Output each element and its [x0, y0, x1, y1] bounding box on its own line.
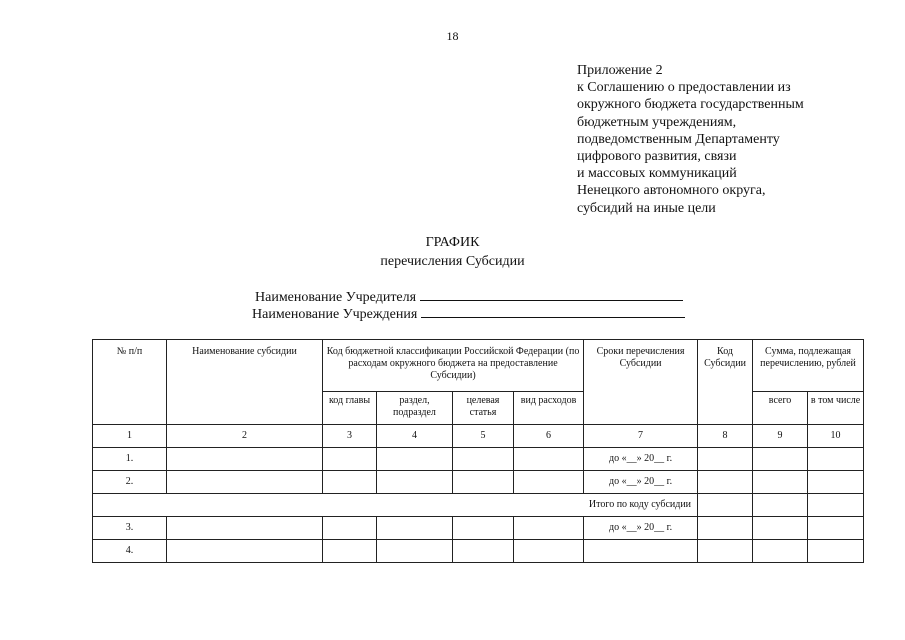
subtotal-row — [93, 494, 864, 517]
header-amount-incl: в том числе — [808, 392, 864, 425]
appendix-line: подведомственным Департаменту — [577, 131, 780, 147]
cell[interactable] — [808, 494, 864, 517]
cell[interactable] — [167, 517, 323, 540]
cell[interactable] — [167, 471, 323, 494]
row-date: до «__» 20__ г. — [584, 517, 698, 540]
appendix-line: бюджетным учреждениям, — [577, 114, 737, 130]
header-kbk: Код бюджетной классификации Российской Федерации (по расходам окружного бюджета на предоставление Субсидии) — [323, 340, 584, 392]
cell[interactable] — [753, 517, 808, 540]
table-header-row — [93, 340, 864, 392]
table-row — [93, 471, 864, 494]
appendix-line: и массовых коммуникаций — [577, 166, 737, 182]
column-number: 4 — [377, 425, 453, 448]
row-number: 4. — [93, 540, 167, 563]
column-number: 1 — [93, 425, 167, 448]
column-number: 5 — [453, 425, 514, 448]
cell[interactable] — [453, 471, 514, 494]
institution-field — [252, 305, 685, 323]
row-number: 1. — [93, 448, 167, 471]
payment-schedule-table — [92, 339, 864, 563]
header-num: № п/п — [93, 340, 167, 425]
cell[interactable] — [698, 471, 753, 494]
table-row — [93, 448, 864, 471]
cell[interactable] — [377, 540, 453, 563]
row-date: до «__» 20__ г. — [584, 448, 698, 471]
appendix-header — [577, 62, 804, 217]
row-date: до «__» 20__ г. — [584, 471, 698, 494]
header-subsidy-name: Наименование субсидии — [167, 340, 323, 425]
cell[interactable] — [167, 540, 323, 563]
founder-label: Наименование Учредителя — [255, 290, 417, 305]
row-number: 2. — [93, 471, 167, 494]
column-number: 3 — [323, 425, 377, 448]
subtotal-label: Итого по коду субсидии — [93, 494, 698, 517]
cell[interactable] — [698, 517, 753, 540]
column-number: 7 — [584, 425, 698, 448]
cell[interactable] — [808, 517, 864, 540]
cell[interactable] — [698, 448, 753, 471]
column-number: 2 — [167, 425, 323, 448]
cell[interactable] — [753, 448, 808, 471]
document-subtitle: перечисления Субсидии — [380, 254, 525, 269]
header-terms: Сроки перечисления Субсидии — [584, 340, 698, 425]
column-number: 9 — [753, 425, 808, 448]
founder-field — [255, 288, 683, 306]
cell[interactable] — [323, 448, 377, 471]
cell[interactable] — [753, 540, 808, 563]
cell[interactable] — [323, 517, 377, 540]
column-number: 10 — [808, 425, 864, 448]
institution-blank-line — [421, 305, 685, 318]
header-amount: Сумма, подлежащая перечислению, рублей — [753, 340, 864, 392]
cell[interactable] — [808, 448, 864, 471]
table-row — [93, 517, 864, 540]
header-kbk-expense-type: вид расходов — [514, 392, 584, 425]
cell[interactable] — [377, 517, 453, 540]
table-row — [93, 540, 864, 563]
cell[interactable] — [377, 448, 453, 471]
cell[interactable] — [514, 448, 584, 471]
cell[interactable] — [753, 494, 808, 517]
cell[interactable] — [453, 540, 514, 563]
header-kbk-chapter: код главы — [323, 392, 377, 425]
founder-blank-line — [420, 288, 683, 301]
cell[interactable] — [453, 517, 514, 540]
cell[interactable] — [377, 471, 453, 494]
cell[interactable] — [808, 540, 864, 563]
appendix-line: субсидий на иные цели — [577, 200, 716, 216]
cell[interactable] — [453, 448, 514, 471]
cell[interactable] — [698, 540, 753, 563]
cell[interactable] — [323, 540, 377, 563]
cell[interactable] — [323, 471, 377, 494]
header-amount-total: всего — [753, 392, 808, 425]
cell[interactable] — [808, 471, 864, 494]
appendix-line: к Соглашению о предоставлении из — [577, 80, 791, 96]
column-number: 8 — [698, 425, 753, 448]
cell[interactable] — [514, 517, 584, 540]
appendix-line: Ненецкого автономного округа, — [577, 183, 766, 199]
appendix-line: Приложение 2 — [577, 63, 663, 78]
header-kbk-section: раздел, подраздел — [377, 392, 453, 425]
institution-label: Наименование Учреждения — [252, 307, 418, 322]
cell[interactable] — [167, 448, 323, 471]
appendix-line: окружного бюджета государственным — [577, 97, 804, 113]
cell[interactable] — [753, 471, 808, 494]
cell[interactable] — [514, 471, 584, 494]
row-number: 3. — [93, 517, 167, 540]
cell[interactable] — [514, 540, 584, 563]
cell[interactable] — [698, 494, 753, 517]
document-title: ГРАФИК — [425, 235, 480, 250]
column-number-row — [93, 425, 864, 448]
appendix-line: цифрового развития, связи — [577, 149, 737, 165]
page-number: 18 — [446, 29, 459, 43]
header-kbk-target: целевая статья — [453, 392, 514, 425]
header-subsidy-code: Код Субсидии — [698, 340, 753, 425]
row-date — [584, 540, 698, 563]
column-number: 6 — [514, 425, 584, 448]
